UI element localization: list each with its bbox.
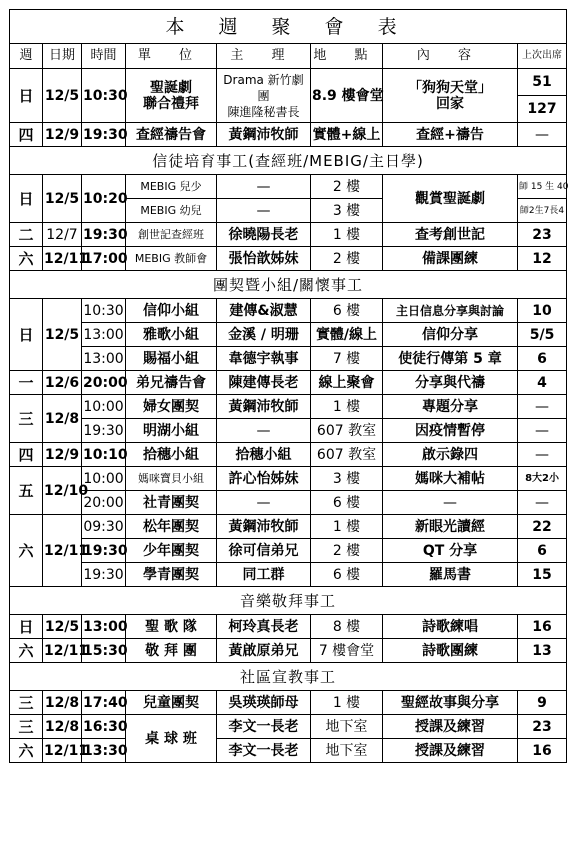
place-cell: 線上聚會 [311, 371, 383, 395]
time-cell: 10:10 [82, 443, 126, 467]
date-cell: 12/11 [43, 515, 82, 587]
host-cell: 同工群 [217, 563, 311, 587]
table-row [10, 347, 567, 371]
unit-cell: 松年團契 [126, 515, 217, 539]
host-cell: 黃鋼沛牧師 [217, 123, 311, 147]
last-attendance-cell: 51 [518, 69, 567, 96]
content-cell: 分享與代禱 [383, 371, 518, 395]
unit-cell: 查經禱告會 [126, 123, 217, 147]
date-cell: 12/8 [43, 395, 82, 443]
last-attendance-cell: 13 [518, 639, 567, 663]
unit-cell: 弟兄禱告會 [126, 371, 217, 395]
table-row [10, 691, 567, 715]
last-attendance-cell: — [518, 491, 567, 515]
day-cell: 一 [10, 371, 43, 395]
last-attendance-cell: 10 [518, 299, 567, 323]
time-cell: 13:00 [82, 615, 126, 639]
last-attendance-cell: — [518, 419, 567, 443]
table-row [10, 615, 567, 639]
day-cell: 三 [10, 691, 43, 715]
content-cell: 新眼光讀經 [383, 515, 518, 539]
page-title: 本 週 聚 會 表 [10, 10, 567, 44]
time-cell: 19:30 [82, 223, 126, 247]
time-cell: 20:00 [82, 491, 126, 515]
host-cell: — [217, 175, 311, 199]
date-cell: 12/9 [43, 443, 82, 467]
unit-cell: MEBIG 教師會 [126, 247, 217, 271]
table-row [10, 539, 567, 563]
day-cell: 日 [10, 175, 43, 223]
last-attendance-cell: 6 [518, 539, 567, 563]
host-cell: 黃啟原弟兄 [217, 639, 311, 663]
time-cell: 10:30 [82, 299, 126, 323]
last-attendance-cell: 5/5 [518, 323, 567, 347]
unit-cell: 聖誕劇 聯合禮拜 [126, 69, 217, 123]
content-cell: 信仰分享 [383, 323, 518, 347]
content-cell: 聖經故事與分享 [383, 691, 518, 715]
content-cell: 詩歌練唱 [383, 615, 518, 639]
unit-cell: 信仰小組 [126, 299, 217, 323]
last-attendance-cell: 4 [518, 371, 567, 395]
content-cell: 授課及練習 [383, 715, 518, 739]
content-cell: 觀賞聖誕劇 [383, 175, 518, 223]
place-cell: 實體/線上 [311, 323, 383, 347]
section-title: 音樂敬拜事工 [10, 587, 567, 615]
host-cell: 韋德宇執事 [217, 347, 311, 371]
table-row [10, 247, 567, 271]
date-cell: 12/11 [43, 247, 82, 271]
host-cell: 柯玲真長老 [217, 615, 311, 639]
table-row [10, 419, 567, 443]
date-cell: 12/9 [43, 123, 82, 147]
place-cell: 1 樓 [311, 515, 383, 539]
host-cell: 許心怡姊妹 [217, 467, 311, 491]
time-cell: 20:00 [82, 371, 126, 395]
time-cell: 19:30 [82, 539, 126, 563]
date-cell: 12/6 [43, 371, 82, 395]
place-cell: 2 樓 [311, 539, 383, 563]
table-row [10, 299, 567, 323]
unit-cell: 學青團契 [126, 563, 217, 587]
place-cell: 2 樓 [311, 175, 383, 199]
host-cell: — [217, 199, 311, 223]
time-cell: 19:30 [82, 563, 126, 587]
unit-cell: 聖 歌 隊 [126, 615, 217, 639]
host-cell: 徐可信弟兄 [217, 539, 311, 563]
last-attendance-cell: 127 [518, 96, 567, 123]
meeting-table [9, 9, 567, 763]
last-attendance-cell: 23 [518, 715, 567, 739]
day-cell: 五 [10, 467, 43, 515]
time-cell: 16:30 [82, 715, 126, 739]
header-last-attendance: 上次出席 [518, 44, 567, 69]
table-row [10, 467, 567, 491]
last-attendance-cell: 12 [518, 247, 567, 271]
place-cell: 7 樓會堂 [311, 639, 383, 663]
date-cell: 12/7 [43, 223, 82, 247]
host-cell: 拾穗小組 [217, 443, 311, 467]
section-title: 社區宣教事工 [10, 663, 567, 691]
place-cell: 3 樓 [311, 199, 383, 223]
table-row [10, 515, 567, 539]
last-attendance-cell: 師2生7長4 [518, 199, 567, 223]
table-row [10, 443, 567, 467]
last-attendance-cell: — [518, 443, 567, 467]
place-cell: 地下室 [311, 739, 383, 763]
host-cell: 李文一長老 [217, 739, 311, 763]
table-row [10, 739, 567, 763]
time-cell: 17:40 [82, 691, 126, 715]
date-cell: 12/5 [43, 615, 82, 639]
last-attendance-cell: 8大2小 [518, 467, 567, 491]
day-cell: 二 [10, 223, 43, 247]
host-cell: — [217, 419, 311, 443]
host-cell: 黃鋼沛牧師 [217, 515, 311, 539]
content-cell: 使徒行傳第 5 章 [383, 347, 518, 371]
header-unit: 單 位 [126, 44, 217, 69]
date-cell: 12/5 [43, 299, 82, 371]
unit-cell: 拾穗小組 [126, 443, 217, 467]
time-cell: 15:30 [82, 639, 126, 663]
host-cell: 建傳&淑慧 [217, 299, 311, 323]
day-cell: 三 [10, 395, 43, 443]
unit-cell: 桌 球 班 [126, 715, 217, 763]
table-row [10, 371, 567, 395]
host-cell: 張怡歆姊妹 [217, 247, 311, 271]
host-cell: 金溪 / 明珊 [217, 323, 311, 347]
day-cell: 日 [10, 69, 43, 123]
day-cell: 四 [10, 123, 43, 147]
last-attendance-cell: 6 [518, 347, 567, 371]
time-cell: 13:00 [82, 347, 126, 371]
day-cell: 日 [10, 299, 43, 371]
last-attendance-cell: 9 [518, 691, 567, 715]
place-cell: 地下室 [311, 715, 383, 739]
content-cell: 啟示錄四 [383, 443, 518, 467]
host-cell: 黃鋼沛牧師 [217, 395, 311, 419]
unit-cell: 雅歌小組 [126, 323, 217, 347]
unit-cell: 賜福小組 [126, 347, 217, 371]
last-attendance-cell: — [518, 123, 567, 147]
time-cell: 13:30 [82, 739, 126, 763]
last-attendance-cell: 16 [518, 615, 567, 639]
table-row [10, 639, 567, 663]
host-cell: Drama 新竹劇團 陳進隆秘書長 [217, 69, 311, 123]
content-cell: 主日信息分享與討論 [383, 299, 518, 323]
last-attendance-cell: 22 [518, 515, 567, 539]
table-row [10, 563, 567, 587]
day-cell: 六 [10, 639, 43, 663]
time-cell: 13:00 [82, 323, 126, 347]
header-row [10, 44, 567, 69]
table-row [10, 175, 567, 199]
time-cell: 09:30 [82, 515, 126, 539]
table-row [10, 715, 567, 739]
date-cell: 12/11 [43, 639, 82, 663]
place-cell: 607 教室 [311, 443, 383, 467]
place-cell: 1 樓 [311, 691, 383, 715]
unit-cell: MEBIG 幼兒 [126, 199, 217, 223]
time-cell: 10:00 [82, 467, 126, 491]
place-cell: 6 樓 [311, 299, 383, 323]
time-cell: 17:00 [82, 247, 126, 271]
content-cell: 授課及練習 [383, 739, 518, 763]
day-cell: 六 [10, 739, 43, 763]
header-place: 地 點 [311, 44, 383, 69]
time-cell: 10:30 [82, 69, 126, 123]
content-cell: 查經+禱告 [383, 123, 518, 147]
day-cell: 六 [10, 515, 43, 587]
table-row [10, 223, 567, 247]
place-cell: 3 樓 [311, 467, 383, 491]
date-cell: 12/8 [43, 691, 82, 715]
table-row [10, 123, 567, 147]
host-cell: 陳建傳長老 [217, 371, 311, 395]
content-cell: 因疫情暫停 [383, 419, 518, 443]
content-cell: 備課團練 [383, 247, 518, 271]
table-row [10, 323, 567, 347]
unit-cell: 婦女團契 [126, 395, 217, 419]
time-cell: 10:00 [82, 395, 126, 419]
content-cell: 詩歌團練 [383, 639, 518, 663]
header-content: 內 容 [383, 44, 518, 69]
header-host: 主 理 [217, 44, 311, 69]
place-cell: 6 樓 [311, 491, 383, 515]
header-time: 時間 [82, 44, 126, 69]
content-cell: 「狗狗天堂」 回家 [383, 69, 518, 123]
date-cell: 12/5 [43, 69, 82, 123]
content-cell: 專題分享 [383, 395, 518, 419]
time-cell: 10:20 [82, 175, 126, 223]
table-row [10, 395, 567, 419]
unit-cell: 創世記查經班 [126, 223, 217, 247]
day-cell: 日 [10, 615, 43, 639]
table-row [10, 491, 567, 515]
host-cell: 李文一長老 [217, 715, 311, 739]
content-cell: QT 分享 [383, 539, 518, 563]
unit-cell: MEBIG 兒少 [126, 175, 217, 199]
header-week: 週 [10, 44, 43, 69]
time-cell: 19:30 [82, 419, 126, 443]
place-cell: 1 樓 [311, 395, 383, 419]
day-cell: 六 [10, 247, 43, 271]
date-cell: 12/5 [43, 175, 82, 223]
place-cell: 6 樓 [311, 563, 383, 587]
place-cell: 8 樓 [311, 615, 383, 639]
host-cell: 徐曉陽長老 [217, 223, 311, 247]
day-cell: 四 [10, 443, 43, 467]
place-cell: 1 樓 [311, 223, 383, 247]
table-row [10, 69, 567, 96]
date-cell: 12/10 [43, 467, 82, 515]
section-title: 信徒培育事工(查經班/MEBIG/主日學) [10, 147, 567, 175]
place-cell: 607 教室 [311, 419, 383, 443]
content-cell: — [383, 491, 518, 515]
last-attendance-cell: 師 15 生 40 [518, 175, 567, 199]
date-cell: 12/8 [43, 715, 82, 739]
day-cell: 三 [10, 715, 43, 739]
section-title: 團契暨小組/關懷事工 [10, 271, 567, 299]
unit-cell: 社青團契 [126, 491, 217, 515]
last-attendance-cell: 15 [518, 563, 567, 587]
last-attendance-cell: 16 [518, 739, 567, 763]
place-cell: 7 樓 [311, 347, 383, 371]
content-cell: 查考創世記 [383, 223, 518, 247]
place-cell: 8.9 樓會堂 [311, 69, 383, 123]
unit-cell: 明湖小組 [126, 419, 217, 443]
date-cell: 12/11 [43, 739, 82, 763]
content-cell: 媽咪大補帖 [383, 467, 518, 491]
unit-cell: 少年團契 [126, 539, 217, 563]
unit-cell: 兒童團契 [126, 691, 217, 715]
unit-cell: 媽咪寶貝小組 [126, 467, 217, 491]
place-cell: 實體+線上 [311, 123, 383, 147]
unit-cell: 敬 拜 團 [126, 639, 217, 663]
place-cell: 2 樓 [311, 247, 383, 271]
last-attendance-cell: — [518, 395, 567, 419]
time-cell: 19:30 [82, 123, 126, 147]
host-cell: — [217, 491, 311, 515]
host-cell: 吳瑛瑛師母 [217, 691, 311, 715]
last-attendance-cell: 23 [518, 223, 567, 247]
content-cell: 羅馬書 [383, 563, 518, 587]
header-date: 日期 [43, 44, 82, 69]
